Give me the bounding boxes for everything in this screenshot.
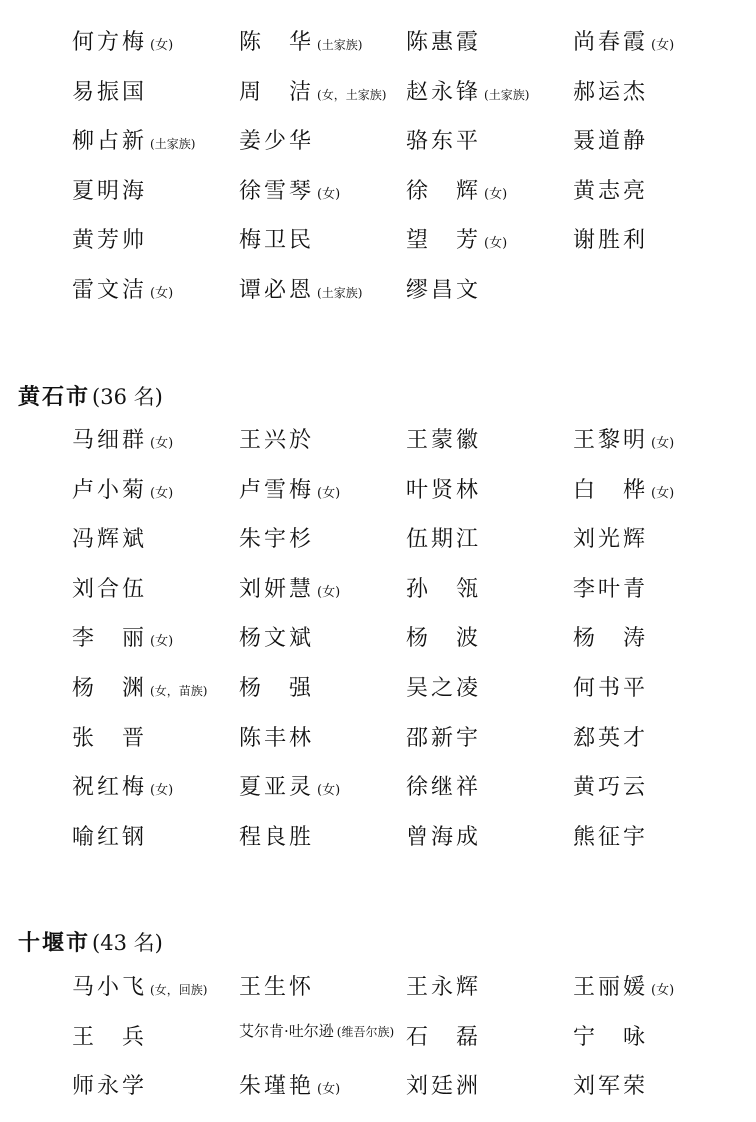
name-entry (573, 1069, 740, 1119)
name-entry (72, 174, 239, 224)
person-name: 伍期江 (406, 527, 482, 553)
person-note: (女) (150, 285, 174, 301)
name-entry (72, 820, 239, 870)
person-name: 李叶青 (573, 576, 649, 602)
person-name: 姜少华 (239, 129, 315, 155)
name-entry (72, 970, 239, 1020)
name-entry (239, 75, 406, 125)
name-entry (72, 423, 239, 473)
person-note: (女) (484, 186, 508, 202)
person-name: 王 兵 (72, 1024, 148, 1050)
person-name: 陈惠霞 (406, 30, 482, 55)
name-entry (406, 25, 573, 75)
name-entry (573, 721, 740, 771)
name-entry (573, 1020, 740, 1070)
person-name: 喻红钢 (72, 824, 148, 850)
name-entry (406, 1069, 573, 1119)
person-name: 何书平 (573, 675, 649, 701)
person-note: (女) (651, 485, 675, 501)
name-entry (573, 770, 740, 820)
person-name: 吴之凌 (406, 675, 482, 701)
name-entry (573, 223, 740, 273)
name-entry (239, 273, 406, 323)
person-name: 邵新宇 (406, 725, 482, 751)
person-note: (女) (150, 38, 174, 53)
person-name: 白 桦 (573, 477, 649, 503)
person-note: (女) (317, 584, 341, 600)
name-entry (72, 522, 239, 572)
name-entry (72, 223, 239, 273)
person-name: 宁 咏 (573, 1024, 649, 1050)
person-note: (女) (150, 485, 174, 501)
person-name: 谭必恩 (239, 277, 315, 303)
person-name: 王生怀 (239, 975, 315, 1000)
person-name: 王永辉 (406, 975, 482, 1000)
name-entry (72, 273, 239, 323)
name-entry (406, 721, 573, 771)
name-entry (406, 970, 573, 1020)
person-name: 谢胜利 (573, 228, 649, 254)
person-name: 缪昌文 (406, 277, 482, 303)
person-note: (女，回族) (150, 983, 208, 997)
name-entry (72, 721, 239, 771)
name-entry (406, 273, 573, 323)
name-entry (72, 124, 239, 174)
person-note: (土家族) (484, 87, 530, 102)
person-name: 李 丽 (72, 626, 148, 652)
person-name: 尚春霞 (573, 30, 649, 55)
person-name: 冯辉斌 (72, 527, 148, 553)
name-entry (239, 572, 406, 622)
name-entry (573, 423, 740, 473)
person-name: 赵永锋 (406, 79, 482, 105)
name-grid-shiyan (72, 970, 740, 1119)
person-name: 叶贤林 (406, 477, 482, 503)
name-entry (573, 174, 740, 224)
person-note: (女) (651, 38, 675, 53)
name-entry (573, 25, 740, 75)
person-note: (土家族) (317, 285, 363, 300)
person-note: (女) (317, 186, 341, 202)
person-name: 刘光辉 (573, 527, 649, 553)
person-name: 朱宇杉 (239, 527, 315, 553)
person-note: (女) (317, 485, 341, 501)
person-name: 刘妍慧 (239, 576, 315, 602)
person-note: (维吾尔族) (336, 1024, 395, 1039)
person-name: 曾海成 (406, 824, 482, 850)
person-note: (女，土家族) (317, 87, 387, 102)
person-name: 卢雪梅 (239, 477, 315, 503)
name-entry (239, 621, 406, 671)
person-name: 刘军荣 (573, 1074, 649, 1100)
name-entry (72, 770, 239, 820)
person-name: 夏明海 (72, 178, 148, 204)
name-entry (239, 423, 406, 473)
person-name: 王丽媛 (573, 975, 649, 1000)
person-name: 马细群 (72, 428, 148, 453)
name-entry (406, 820, 573, 870)
person-name: 周 洁 (239, 79, 315, 105)
person-name: 孙 瓴 (406, 576, 482, 602)
person-note: (女) (651, 983, 675, 998)
person-note: (女) (150, 634, 174, 650)
name-entry (573, 124, 740, 174)
name-entry (239, 473, 406, 523)
section-count: (36 名) (92, 385, 163, 409)
name-entry (573, 572, 740, 622)
person-name: 杨 渊 (72, 675, 148, 701)
section-count: (43 名) (92, 931, 163, 955)
name-entry (239, 522, 406, 572)
name-entry (72, 473, 239, 523)
name-entry (239, 174, 406, 224)
name-entry (573, 820, 740, 870)
person-name: 张 晋 (72, 725, 148, 751)
person-name: 徐雪琴 (239, 178, 315, 204)
person-name: 雷文洁 (72, 277, 148, 303)
name-entry (573, 621, 740, 671)
person-name: 徐继祥 (406, 775, 482, 801)
person-name: 望 芳 (406, 228, 482, 254)
name-entry (406, 621, 573, 671)
name-entry (573, 473, 740, 523)
person-name: 郝运杰 (573, 79, 649, 105)
name-entry (72, 671, 239, 721)
person-note: (女) (150, 783, 174, 799)
person-name: 骆东平 (406, 129, 482, 155)
name-entry (239, 820, 406, 870)
name-entry (239, 970, 406, 1020)
name-entry (573, 970, 740, 1020)
person-name: 朱瑾艳 (239, 1074, 315, 1100)
person-name: 易振国 (72, 79, 148, 105)
name-entry (239, 25, 406, 75)
person-note: (土家族) (317, 38, 363, 52)
name-entry (406, 770, 573, 820)
name-entry (406, 124, 573, 174)
name-entry (406, 75, 573, 125)
name-entry (72, 621, 239, 671)
name-entry (72, 25, 239, 75)
name-entry (573, 522, 740, 572)
section-heading-shiyan (18, 926, 163, 957)
name-entry (406, 1020, 573, 1070)
person-name: 杨 涛 (573, 626, 649, 652)
person-name: 柳占新 (72, 129, 148, 155)
person-name: 黄芳帅 (72, 228, 148, 254)
name-entry (406, 223, 573, 273)
person-note: (女) (150, 436, 174, 451)
person-name: 何方梅 (72, 30, 148, 55)
name-entry (573, 671, 740, 721)
person-note: (女) (651, 436, 675, 451)
name-grid-continued (72, 25, 740, 323)
name-entry (239, 1069, 406, 1119)
name-entry (406, 423, 573, 473)
name-entry (406, 473, 573, 523)
name-entry (239, 671, 406, 721)
person-note: (女) (317, 783, 341, 799)
person-name: 陈 华 (239, 30, 315, 55)
person-name: 夏亚灵 (239, 775, 315, 801)
name-entry (406, 572, 573, 622)
person-name: 石 磊 (406, 1024, 482, 1050)
person-name: 黄巧云 (573, 775, 649, 801)
person-name: 黄志亮 (573, 178, 649, 204)
person-name: 熊征宇 (573, 824, 649, 850)
section-title: 黄石市 (18, 384, 91, 410)
person-name: 聂道静 (573, 129, 649, 155)
name-entry (239, 770, 406, 820)
person-note: (土家族) (150, 137, 196, 152)
name-entry (72, 75, 239, 125)
person-name: 刘合伍 (72, 576, 148, 602)
name-entry (406, 522, 573, 572)
name-entry (239, 721, 406, 771)
person-note: (女，苗族) (150, 683, 208, 698)
person-name: 刘廷洲 (406, 1074, 482, 1100)
person-name: 程良胜 (239, 824, 315, 850)
name-entry (573, 75, 740, 125)
name-entry (239, 1020, 406, 1070)
name-entry (406, 174, 573, 224)
person-name: 卢小菊 (72, 477, 148, 503)
name-entry (239, 223, 406, 273)
person-name: 杨 波 (406, 626, 482, 652)
section-title: 十堰市 (18, 930, 91, 956)
person-name: 杨文斌 (239, 626, 315, 652)
person-name: 徐 辉 (406, 178, 482, 204)
person-name: 梅卫民 (239, 228, 315, 254)
person-name: 王兴於 (239, 428, 315, 453)
person-name: 祝红梅 (72, 775, 148, 801)
name-entry (72, 1020, 239, 1070)
person-name: 王蒙徽 (406, 428, 482, 453)
name-entry (72, 572, 239, 622)
person-note: (女) (484, 236, 508, 252)
section-heading-huangshi (18, 380, 163, 411)
person-name: 艾尔肯·吐尔逊 (239, 1021, 334, 1040)
person-name: 杨 强 (239, 675, 315, 701)
name-entry (239, 124, 406, 174)
name-entry (72, 1069, 239, 1119)
person-name: 郄英才 (573, 725, 649, 751)
name-entry (406, 671, 573, 721)
person-note: (女) (317, 1082, 341, 1098)
person-name: 陈丰林 (239, 725, 315, 751)
name-grid-huangshi (72, 423, 740, 869)
person-name: 王黎明 (573, 428, 649, 453)
person-name: 师永学 (72, 1074, 148, 1100)
person-name: 马小飞 (72, 975, 148, 1000)
